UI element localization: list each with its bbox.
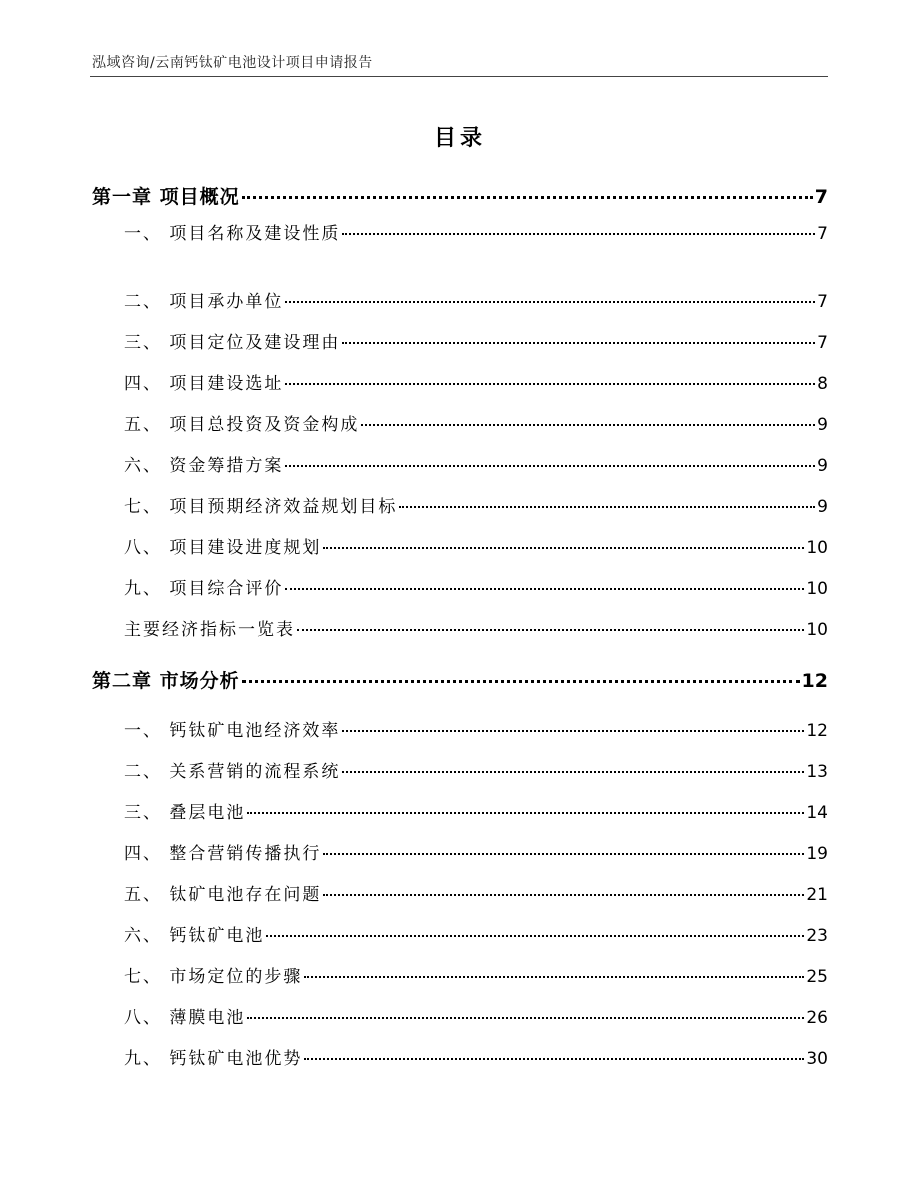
dot-leader: [323, 547, 804, 549]
dot-leader: [323, 894, 804, 896]
dot-leader: [342, 771, 804, 773]
toc-chapter-2[interactable]: [92, 666, 828, 693]
header-rule: [90, 76, 828, 77]
toc-entry-page: 8: [817, 374, 828, 394]
toc-section[interactable]: [124, 369, 828, 394]
toc-entry-title: 主要经济指标一览表: [124, 620, 295, 640]
toc-entry-title: 第一章 项目概况: [92, 186, 240, 208]
toc-entry-page: 12: [806, 721, 828, 741]
dot-leader: [247, 1017, 804, 1019]
toc-entry-title: 第二章 市场分析: [92, 670, 240, 692]
toc-section[interactable]: [124, 533, 828, 558]
toc-entry-page: 7: [817, 333, 828, 353]
toc-entry-page: 21: [806, 885, 828, 905]
toc-entry-page: 19: [806, 844, 828, 864]
dot-leader: [285, 383, 815, 385]
toc-section[interactable]: [124, 615, 828, 640]
dot-leader: [266, 935, 804, 937]
toc-entry-title: 七、 项目预期经济效益规划目标: [124, 497, 398, 517]
toc-entry-page: 14: [806, 803, 828, 823]
dot-leader: [297, 629, 804, 631]
toc-title: 目录: [433, 126, 486, 151]
dot-leader: [285, 301, 815, 303]
dot-leader: [247, 812, 804, 814]
toc-section[interactable]: [124, 410, 828, 435]
toc-entry-title: 五、 钛矿电池存在问题: [124, 885, 322, 905]
toc-section[interactable]: [124, 757, 828, 782]
toc-entry-page: 7: [814, 186, 828, 208]
toc-entry-title: 九、 项目综合评价: [124, 579, 284, 599]
toc-entry-title: 八、 薄膜电池: [124, 1008, 246, 1028]
toc-entry-title: 四、 项目建设选址: [124, 374, 284, 394]
dot-leader: [285, 465, 815, 467]
toc-section[interactable]: [124, 839, 828, 864]
dot-leader: [323, 853, 804, 855]
toc-section[interactable]: [124, 451, 828, 476]
toc-entry-title: 九、 钙钛矿电池优势: [124, 1049, 303, 1069]
dot-leader: [342, 233, 815, 235]
toc-section[interactable]: [124, 921, 828, 946]
toc-entry-page: 9: [817, 415, 828, 435]
toc-entry-title: 三、 叠层电池: [124, 803, 246, 823]
toc-entry-page: 10: [806, 579, 828, 599]
toc-entry-page: 12: [801, 670, 828, 692]
dot-leader: [399, 506, 815, 508]
toc-section[interactable]: [124, 492, 828, 517]
dot-leader: [304, 976, 804, 978]
toc-entry-title: 四、 整合营销传播执行: [124, 844, 322, 864]
toc-section[interactable]: [124, 219, 828, 244]
dot-leader: [242, 680, 800, 683]
toc-section[interactable]: [124, 798, 828, 823]
toc-entry-title: 一、 钙钛矿电池经济效率: [124, 721, 341, 741]
dot-leader: [242, 196, 813, 199]
toc-entry-title: 三、 项目定位及建设理由: [124, 333, 341, 353]
toc-section[interactable]: [124, 1044, 828, 1069]
toc-section[interactable]: [124, 328, 828, 353]
toc-section[interactable]: [124, 880, 828, 905]
toc-entry-title: 六、 钙钛矿电池: [124, 926, 265, 946]
toc-section[interactable]: [124, 287, 828, 312]
toc-section[interactable]: [124, 962, 828, 987]
toc-entry-title: 二、 项目承办单位: [124, 292, 284, 312]
dot-leader: [342, 342, 815, 344]
toc-entry-page: 10: [806, 620, 828, 640]
toc-entry-page: 9: [817, 456, 828, 476]
toc-entry-page: 7: [817, 224, 828, 244]
toc-entry-title: 五、 项目总投资及资金构成: [124, 415, 360, 435]
dot-leader: [304, 1058, 804, 1060]
toc-chapter-1[interactable]: [92, 182, 828, 209]
dot-leader: [361, 424, 815, 426]
toc-entry-page: 10: [806, 538, 828, 558]
toc-entry-page: 9: [817, 497, 828, 517]
toc-section[interactable]: [124, 574, 828, 599]
toc-entry-title: 六、 资金筹措方案: [124, 456, 284, 476]
toc-section[interactable]: [124, 1003, 828, 1028]
toc-entry-title: 一、 项目名称及建设性质: [124, 224, 341, 244]
toc-entry-title: 二、 关系营销的流程系统: [124, 762, 341, 782]
toc-entry-page: 13: [806, 762, 828, 782]
toc-entry-page: 23: [806, 926, 828, 946]
dot-leader: [342, 730, 804, 732]
toc-entry-title: 七、 市场定位的步骤: [124, 967, 303, 987]
header-text: 泓域咨询/云南钙钛矿电池设计项目申请报告: [92, 55, 373, 71]
toc-entry-page: 7: [817, 292, 828, 312]
toc-entry-page: 30: [806, 1049, 828, 1069]
toc-entry-page: 25: [806, 967, 828, 987]
toc-entry-page: 26: [806, 1008, 828, 1028]
dot-leader: [285, 588, 804, 590]
toc-entry-title: 八、 项目建设进度规划: [124, 538, 322, 558]
toc-section[interactable]: [124, 716, 828, 741]
